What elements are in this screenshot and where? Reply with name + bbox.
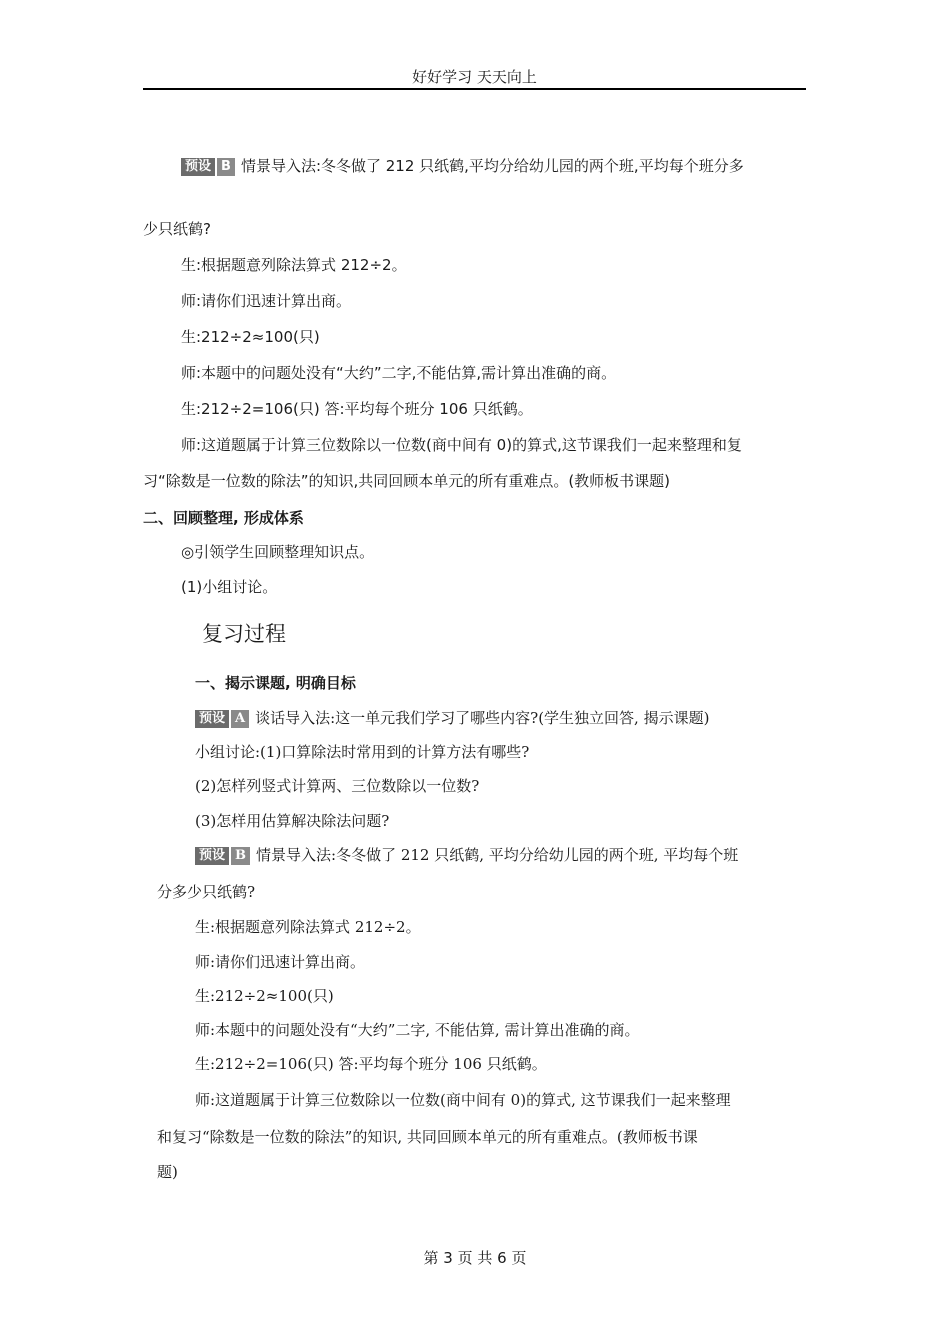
preset-badge-letter: B [217, 158, 235, 176]
paragraph-text: 师:本题中的问题处没有“大约”二字,不能估算,需计算出准确的商。 [181, 364, 617, 382]
paragraph-text: 师:本题中的问题处没有“大约”二字, 不能估算, 需计算出准确的商。 [195, 1021, 640, 1039]
paragraph-text: 师:请你们迅速计算出商。 [181, 292, 352, 310]
paragraph-text: 师:请你们迅速计算出商。 [195, 953, 366, 971]
paragraph-text: ◎引领学生回顾整理知识点。 [181, 543, 375, 561]
page-number: 第 3 页 共 6 页 [423, 1249, 527, 1267]
preset-badge-letter: A [231, 710, 249, 728]
preset-badge-letter: B [231, 847, 250, 865]
paragraph-text: 师:这道题属于计算三位数除以一位数(商中间有 0)的算式,这节课我们一起来整理和复 [181, 436, 742, 454]
paragraph-text: 小组讨论:(1)口算除法时常用到的计算方法有哪些? [195, 743, 530, 761]
preset-b-line [181, 155, 744, 177]
paragraph-text: 分多少只纸鹤? [157, 883, 256, 901]
paragraph-text: 少只纸鹤? [143, 220, 211, 238]
preset-b-line [195, 844, 738, 866]
review-process-title: 复习过程 [202, 622, 286, 646]
preset-b-badge [181, 158, 235, 176]
paragraph-text: 生:212÷2=106(只) 答:平均每个班分 106 只纸鹤。 [195, 1055, 547, 1073]
paragraph-text: 生:212÷2≈100(只) [181, 328, 320, 346]
section-heading: 二、回顾整理, 形成体系 [143, 509, 304, 527]
preset-badge-tag: 预设 [195, 710, 229, 728]
preset-a-line [195, 707, 709, 729]
paragraph-text: 生:212÷2≈100(只) [195, 987, 334, 1005]
paragraph-text: 情景导入法:冬冬做了 212 只纸鹤,平均分给幼儿园的两个班,平均每个班分多 [240, 157, 744, 175]
preset-badge-tag: 预设 [195, 847, 229, 865]
paragraph-text: 生:212÷2=106(只) 答:平均每个班分 106 只纸鹤。 [181, 400, 533, 418]
paragraph-text: (2)怎样列竖式计算两、三位数除以一位数? [195, 777, 480, 795]
preset-b-badge [195, 847, 250, 865]
paragraph-text: (1)小组讨论。 [181, 578, 278, 596]
paragraph-text: 谈话导入法:这一单元我们学习了哪些内容?(学生独立回答, 揭示课题) [255, 709, 710, 727]
section-heading: 一、揭示课题, 明确目标 [195, 674, 356, 692]
header-divider [143, 88, 806, 90]
paragraph-text: 师:这道题属于计算三位数除以一位数(商中间有 0)的算式, 这节课我们一起来整理 [195, 1091, 731, 1109]
page-header: 好好学习 天天向上 [412, 68, 537, 86]
paragraph-text: 和复习“除数是一位数的除法”的知识, 共同回顾本单元的所有重难点。(教师板书课 [157, 1128, 698, 1146]
paragraph-text: 习“除数是一位数的除法”的知识,共同回顾本单元的所有重难点。(教师板书课题) [143, 472, 671, 490]
paragraph-text: 题) [157, 1163, 178, 1181]
paragraph-text: 生:根据题意列除法算式 212÷2。 [195, 918, 421, 936]
preset-a-badge [195, 710, 249, 728]
paragraph-text: (3)怎样用估算解决除法问题? [195, 812, 390, 830]
paragraph-text: 情景导入法:冬冬做了 212 只纸鹤, 平均分给幼儿园的两个班, 平均每个班 [256, 846, 739, 864]
paragraph-text: 生:根据题意列除法算式 212÷2。 [181, 256, 407, 274]
preset-badge-tag: 预设 [181, 158, 215, 176]
